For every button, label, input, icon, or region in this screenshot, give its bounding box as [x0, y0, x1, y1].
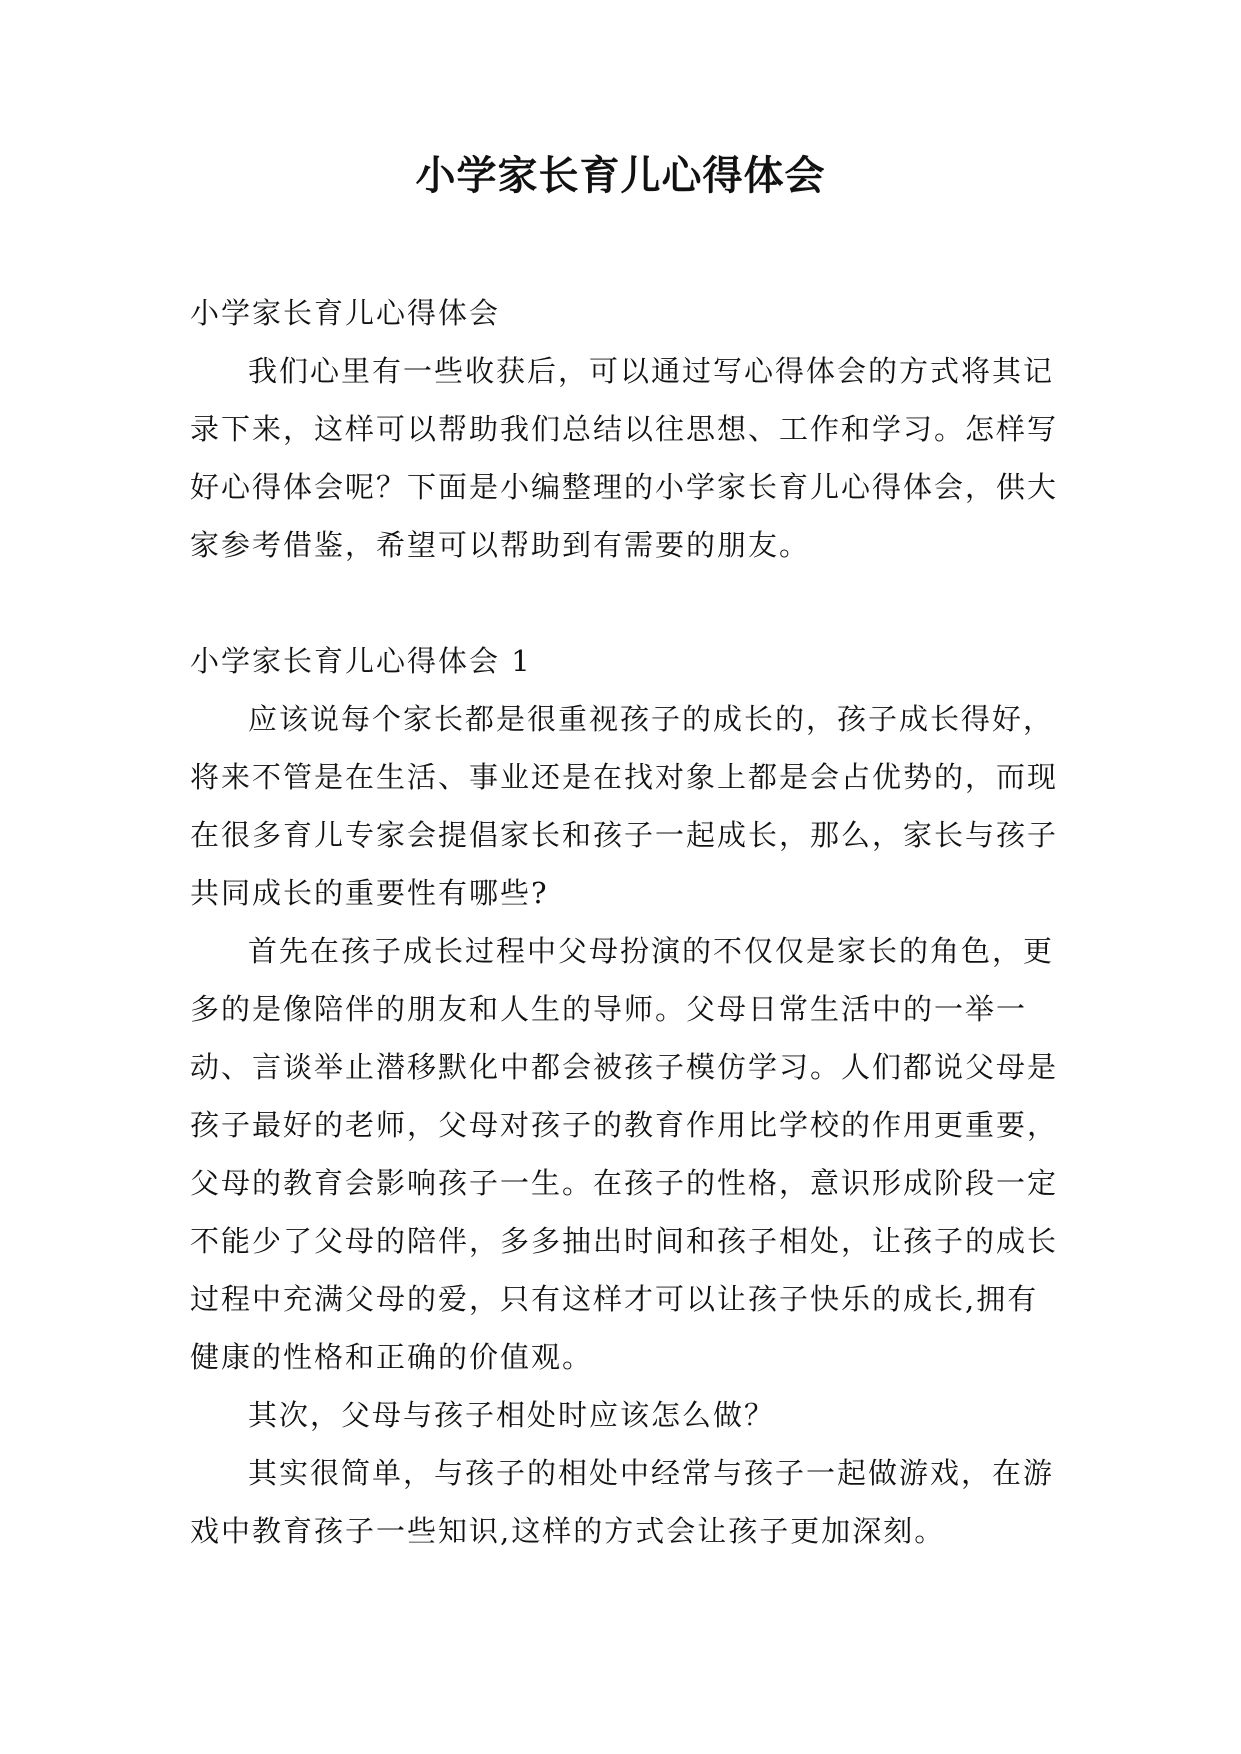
body-paragraph: 其次，父母与孩子相处时应该怎么做？	[248, 1398, 776, 1432]
body-paragraph: 应该说每个家长都是很重视孩子的成长的，孩子成长得好，将来不管是在生活、事业还是在找对象上都是会占优势的，而现在很多育儿专家会提倡家长和孩子一起成长，那么，家长与孩子共同成长的重要性有哪些?	[190, 702, 1059, 910]
document-title: 小学家长育儿心得体会	[415, 153, 826, 199]
intro-paragraph: 我们心里有一些收获后，可以通过写心得体会的方式将其记录下来，这样可以帮助我们总结以往思想、工作和学习。怎样写好心得体会呢？下面是小编整理的小学家长育儿心得体会，供大家参考借鉴，希望可以帮助到有需要的朋友。	[190, 354, 1059, 562]
document-body	[190, 284, 1060, 1560]
section-spacer	[190, 574, 1060, 632]
body-paragraph: 其实很简单，与孩子的相处中经常与孩子一起做游戏，在游戏中教育孩子一些知识,这样的方式会让孩子更加深刻。	[190, 1456, 1055, 1548]
body-paragraph: 首先在孩子成长过程中父母扮演的不仅仅是家长的角色，更多的是像陪伴的朋友和人生的导师。父母日常生活中的一举一动、言谈举止潜移默化中都会被孩子模仿学习。人们都说父母是孩子最好的老师，父母对孩子的教育作用比学校的作用更重要，父母的教育会影响孩子一生。在孩子的性格，意识形成阶段一定不能少了父母的陪伴，多多抽出时间和孩子相处，让孩子的成长过程中充满父母的爱，只有这样才可以让孩子快乐的成长,拥有健康的性格和正确的价值观。	[190, 934, 1059, 1374]
section-heading: 小学家长育儿心得体会 1	[190, 644, 532, 678]
document-subtitle: 小学家长育儿心得体会	[190, 296, 501, 330]
